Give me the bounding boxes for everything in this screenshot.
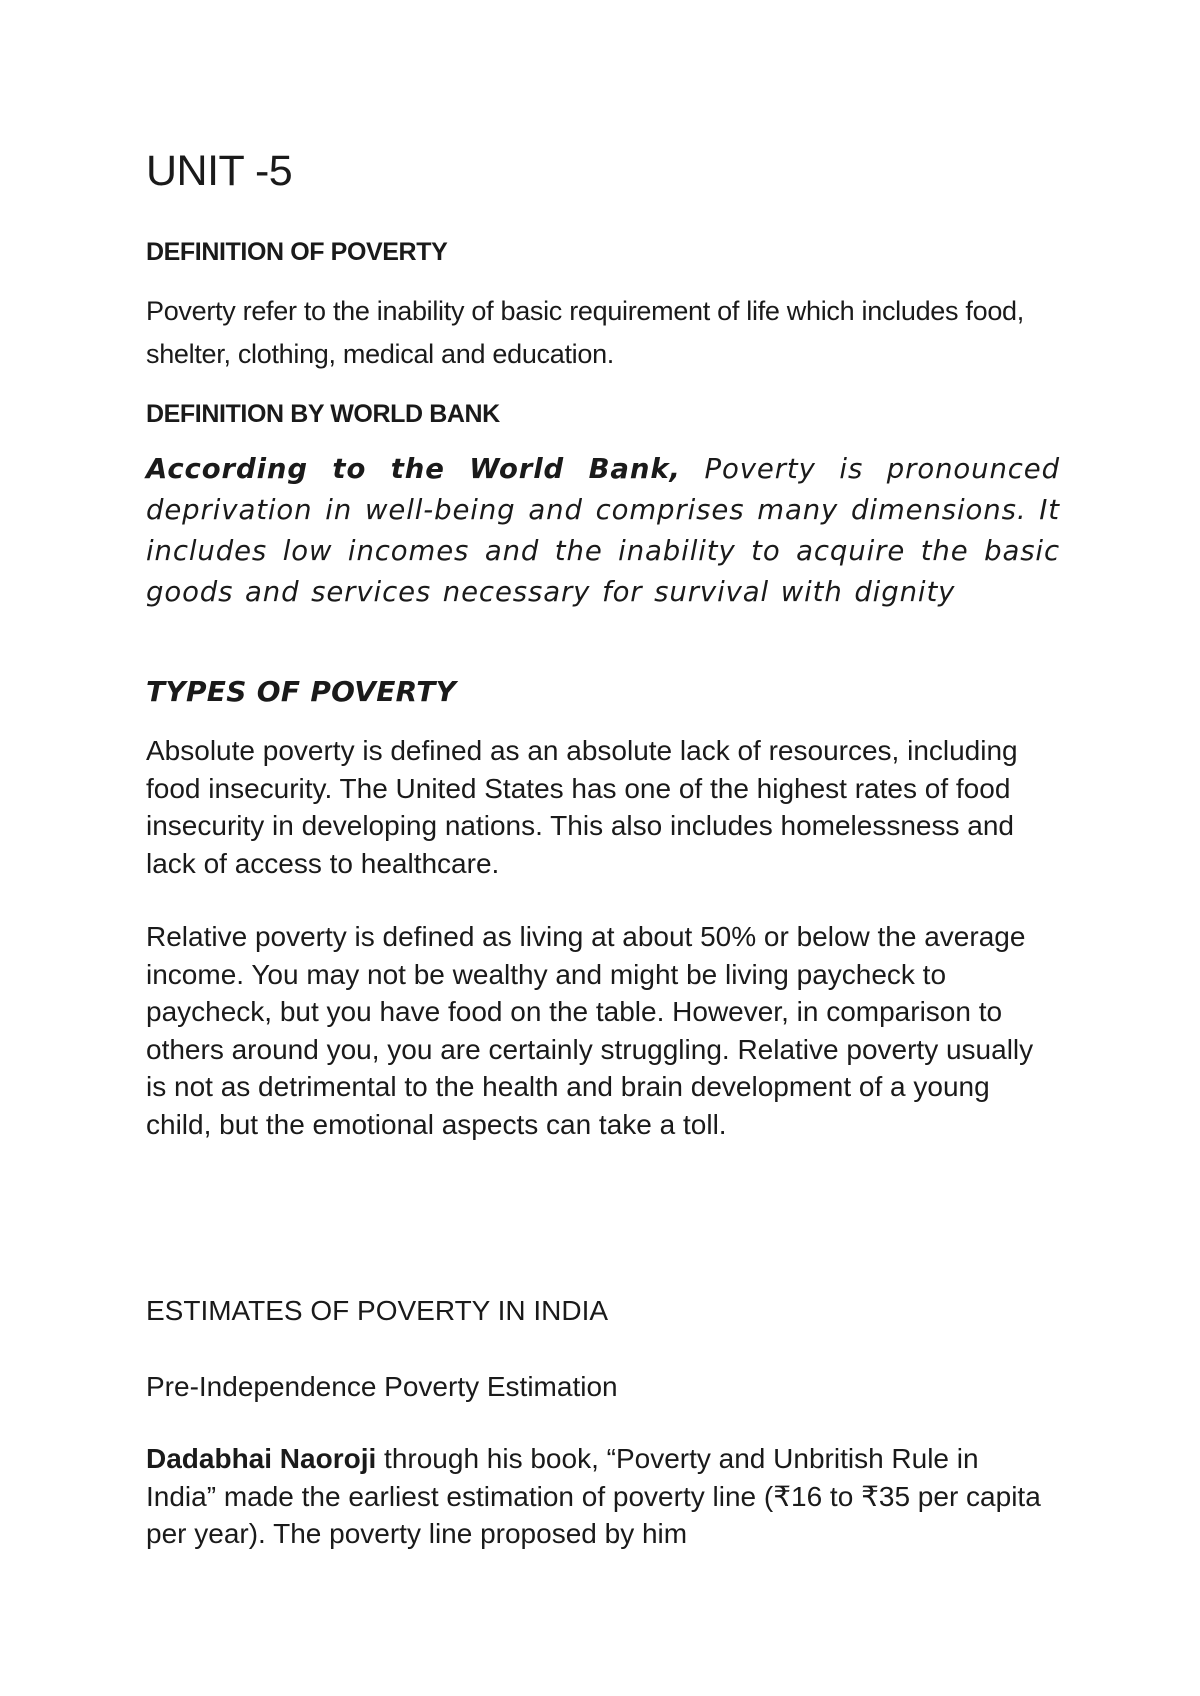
world-bank-text: Poverty is pronounced deprivation in well-being and comprises many dimensions. It includes low incomes and the inability to acquire the basic goods and services necessary for survival with dignity bbox=[146, 453, 1060, 608]
definition-heading: DEFINITION OF POVERTY bbox=[146, 238, 448, 266]
world-bank-lead: According to the World Bank, bbox=[146, 453, 681, 485]
pre-independence-heading: Pre-Independence Poverty Estimation bbox=[146, 1371, 618, 1402]
world-bank-definition bbox=[146, 449, 1060, 613]
naoroji-name: Dadabhai Naoroji bbox=[146, 1443, 377, 1474]
naoroji-paragraph bbox=[146, 1440, 1046, 1553]
definition-text: Poverty refer to the inability of basic requirement of life which includes food, shelter, clothing, medical and education. bbox=[146, 296, 1024, 369]
world-bank-heading: DEFINITION BY WORLD BANK bbox=[146, 400, 500, 428]
naoroji-text: through his book, “Poverty and Unbritish Rule in India” made the earliest estimation of poverty line (₹16 to ₹35 per capita per year). The poverty line proposed by him bbox=[146, 1443, 1041, 1549]
estimates-heading: ESTIMATES OF POVERTY IN INDIA bbox=[146, 1295, 609, 1326]
unit-title: UNIT -5 bbox=[146, 147, 293, 195]
relative-poverty-text: Relative poverty is defined as living at about 50% or below the average income. You may not be wealthy and might be living paycheck to paycheck, but you have food on the table. However, in comparison to others around you, you are certainly struggling. Relative poverty usually is not as detrimental to the health and brain development of a young child, but the emotional aspects can take a toll. bbox=[146, 921, 1034, 1140]
types-heading: TYPES OF POVERTY bbox=[146, 675, 457, 708]
absolute-poverty-text: Absolute poverty is defined as an absolute lack of resources, including food insecurity. The United States has one of the highest rates of food insecurity in developing nations. This also includes homelessness and lack of access to healthcare. bbox=[146, 735, 1018, 879]
